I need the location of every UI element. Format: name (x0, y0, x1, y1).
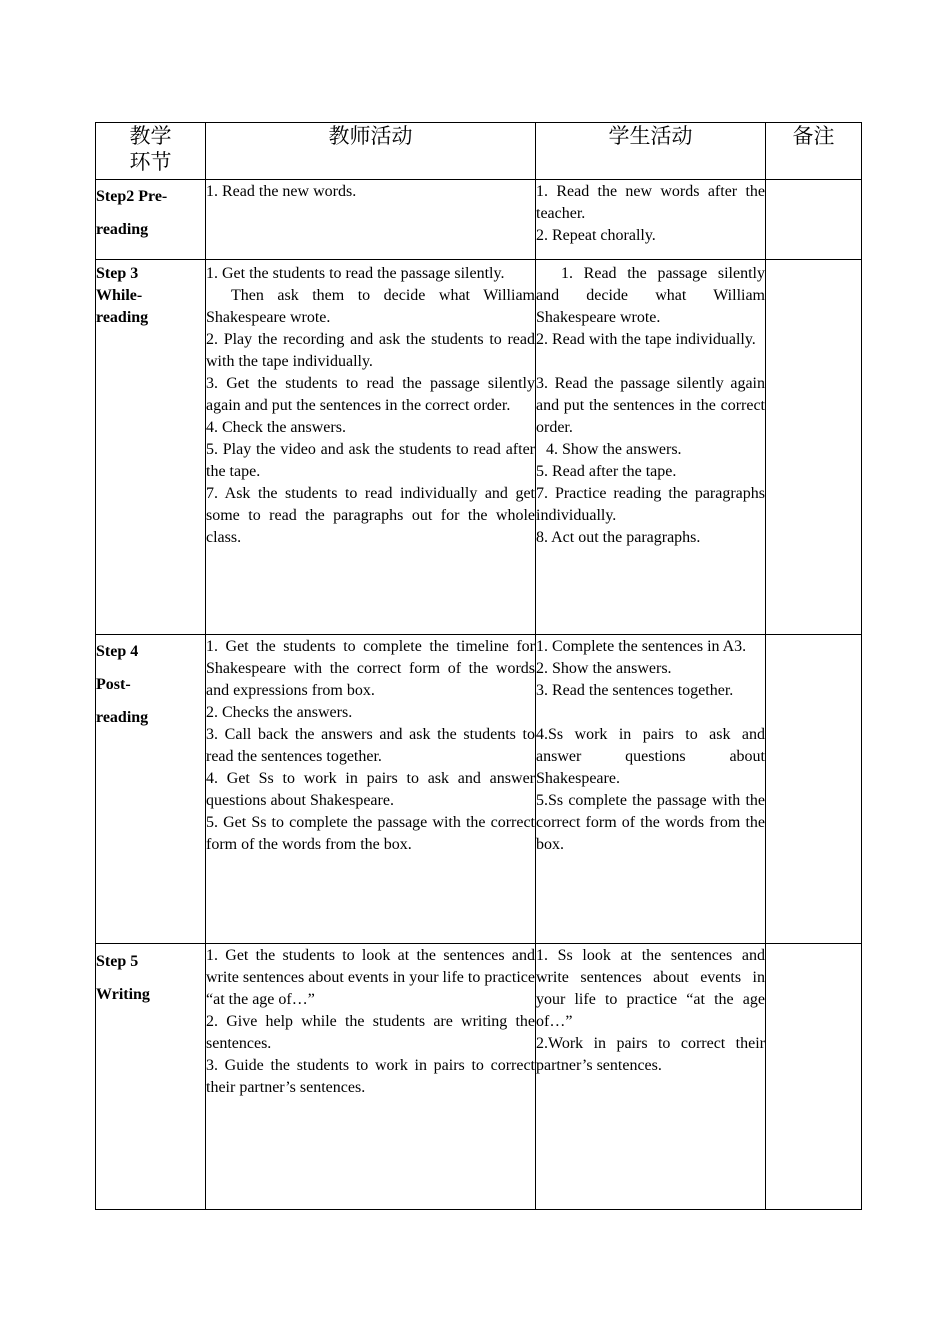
header-notes: 备注 (766, 123, 862, 180)
student-activity: 7. Practice reading the paragraphs individually. (536, 485, 765, 524)
teacher-activity: 1. Get the students to read the passage silently. (206, 265, 505, 282)
teacher-activity: 3. Call back the answers and ask the students to read the sentences together. (206, 726, 535, 765)
student-activity: 8. Act out the paragraphs. (536, 529, 701, 546)
teacher-activity: 1. Get the students to complete the timeline for Shakespeare with the correct form of the words and expressions from box. (206, 638, 535, 699)
student-activity: 1. Read the new words after the teacher. (536, 183, 765, 222)
notes-cell (766, 180, 862, 260)
teacher-activity: 2. Give help while the students are writing the sentences. (206, 1013, 535, 1052)
teacher-activity: 2. Checks the answers. (206, 704, 353, 721)
step-cell (96, 180, 206, 260)
step-label: Step 3 (96, 265, 139, 282)
table-row (96, 180, 862, 260)
student-activity-gap (536, 702, 765, 724)
header-teacher: 教师活动 (206, 123, 536, 180)
teacher-activity: 4. Check the answers. (206, 419, 346, 436)
step-label: Step2 Pre- (96, 188, 168, 205)
table-row (96, 260, 862, 635)
step-cell (96, 944, 206, 1210)
student-activity-gap (536, 351, 765, 373)
header-step-label: 教学环节 (129, 124, 172, 174)
student-activity: 1. Ss look at the sentences and write sentences about events in your life to practice “at the age of…” (536, 947, 765, 1030)
step-label: reading (96, 709, 149, 726)
step-label: While- (96, 287, 143, 304)
student-activity: 2.Work in pairs to correct their partner’s sentences. (536, 1035, 765, 1074)
header-step (96, 123, 206, 180)
teacher-activity-cell (206, 180, 536, 260)
student-activity: 5. Read after the tape. (536, 463, 677, 480)
step-label: Step 5 (96, 953, 139, 970)
table-row (96, 944, 862, 1210)
step-label: reading (96, 221, 149, 238)
step-label: Step 4 (96, 643, 139, 660)
student-activity: 2. Show the answers. (536, 660, 672, 677)
teacher-activity: 5. Play the video and ask the students to read after the tape. (206, 441, 535, 480)
student-activity-cell (536, 944, 766, 1210)
student-activity: 4. Show the answers. (546, 441, 682, 458)
student-activity: 2. Repeat chorally. (536, 227, 656, 244)
teacher-activity: 3. Get the students to read the passage silently again and put the sentences in the correct order. (206, 375, 535, 414)
teacher-activity: 5. Get Ss to complete the passage with the correct form of the words from the box. (206, 814, 535, 853)
student-activity-cell (536, 260, 766, 635)
step-label: Writing (96, 986, 150, 1003)
student-activity: 3. Read the sentences together. (536, 682, 734, 699)
teacher-activity: Then ask them to decide what William Shakespeare wrote. (206, 287, 535, 326)
step-label: reading (96, 309, 149, 326)
student-activity-cell (536, 635, 766, 944)
notes-cell (766, 260, 862, 635)
notes-cell (766, 944, 862, 1210)
teacher-activity: 7. Ask the students to read individually and get some to read the paragraphs out for the whole class. (206, 485, 535, 546)
teacher-activity-cell (206, 635, 536, 944)
step-label: Post- (96, 676, 131, 693)
teacher-activity: 3. Guide the students to work in pairs to correct their partner’s sentences. (206, 1057, 535, 1096)
teacher-activity: 4. Get Ss to work in pairs to ask and answer questions about Shakespeare. (206, 770, 535, 809)
header-student: 学生活动 (536, 123, 766, 180)
teacher-activity: 1. Get the students to look at the sentences and write sentences about events in your life to practice “at the age of…” (206, 947, 535, 1008)
student-activity: 3. Read the passage silently again and put the sentences in the correct order. (536, 375, 765, 436)
step-cell (96, 635, 206, 944)
student-activity: 4.Ss work in pairs to ask and answer questions about Shakespeare. (536, 726, 765, 787)
teacher-activity: 1. Read the new words. (206, 183, 357, 200)
step-cell (96, 260, 206, 635)
student-activity-cell (536, 180, 766, 260)
teacher-activity-cell (206, 944, 536, 1210)
student-activity: 1. Complete the sentences in A3. (536, 638, 747, 655)
lesson-plan-table (95, 122, 862, 1210)
teacher-activity-cell (206, 260, 536, 635)
student-activity: 5.Ss complete the passage with the correct form of the words from the box. (536, 792, 765, 853)
notes-cell (766, 635, 862, 944)
header-row (96, 123, 862, 180)
table-row (96, 635, 862, 944)
teacher-activity: 2. Play the recording and ask the students to read with the tape individually. (206, 331, 535, 370)
student-activity: 1. Read the passage silently and decide what William Shakespeare wrote. (536, 265, 765, 326)
student-activity: 2. Read with the tape individually. (536, 331, 756, 348)
